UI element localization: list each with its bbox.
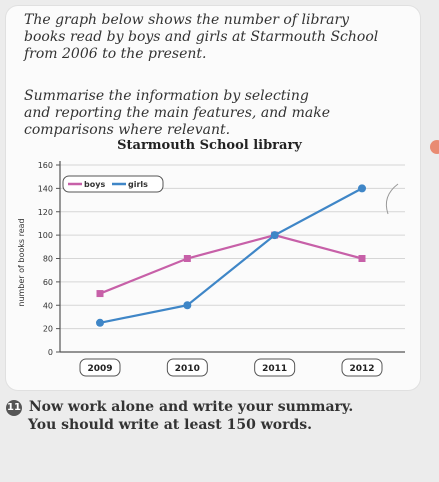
legend-label-girls: girls: [128, 180, 148, 189]
chart-title: Starmouth School library: [117, 138, 302, 153]
data-point-boys: [359, 255, 366, 262]
y-tick-label: 120: [37, 207, 53, 217]
data-point-girls: [183, 301, 191, 309]
data-point-boys: [184, 255, 191, 262]
side-bullet-icon: [430, 140, 439, 154]
series-line-boys: [100, 235, 362, 293]
exercise-number-badge: 11: [6, 400, 22, 416]
task-instructions: Summarise the information by selecting and reporting the main features, and make comparisons where relevant.: [24, 88, 330, 138]
series-line-girls: [100, 188, 362, 322]
data-point-boys: [97, 290, 104, 297]
data-point-girls: [96, 319, 104, 327]
task-prompt: The graph below shows the number of library books read by boys and girls at Starmouth School from 2006 to the present.: [24, 12, 379, 62]
legend-label-boys: boys: [84, 180, 106, 189]
x-tick-label: 2009: [87, 364, 113, 374]
instruction-line-1: Now work alone and write your summary.: [28, 399, 354, 415]
data-point-girls: [358, 184, 366, 192]
y-axis-label: number of books read: [17, 218, 26, 307]
y-tick-label: 20: [42, 324, 53, 334]
instruction-line-2: You should write at least 150 words.: [28, 417, 313, 433]
x-tick-label: 2010: [174, 364, 200, 374]
y-tick-label: 80: [42, 254, 53, 264]
y-tick-label: 60: [42, 277, 53, 287]
y-tick-label: 0: [47, 348, 53, 357]
y-tick-label: 160: [37, 161, 53, 170]
x-tick-label: 2012: [349, 364, 375, 374]
y-tick-label: 140: [37, 184, 53, 194]
data-point-girls: [271, 231, 279, 239]
y-tick-label: 100: [37, 231, 53, 241]
y-tick-label: 40: [42, 301, 53, 311]
exercise-instruction: [6, 398, 426, 434]
x-tick-label: 2011: [262, 364, 288, 374]
